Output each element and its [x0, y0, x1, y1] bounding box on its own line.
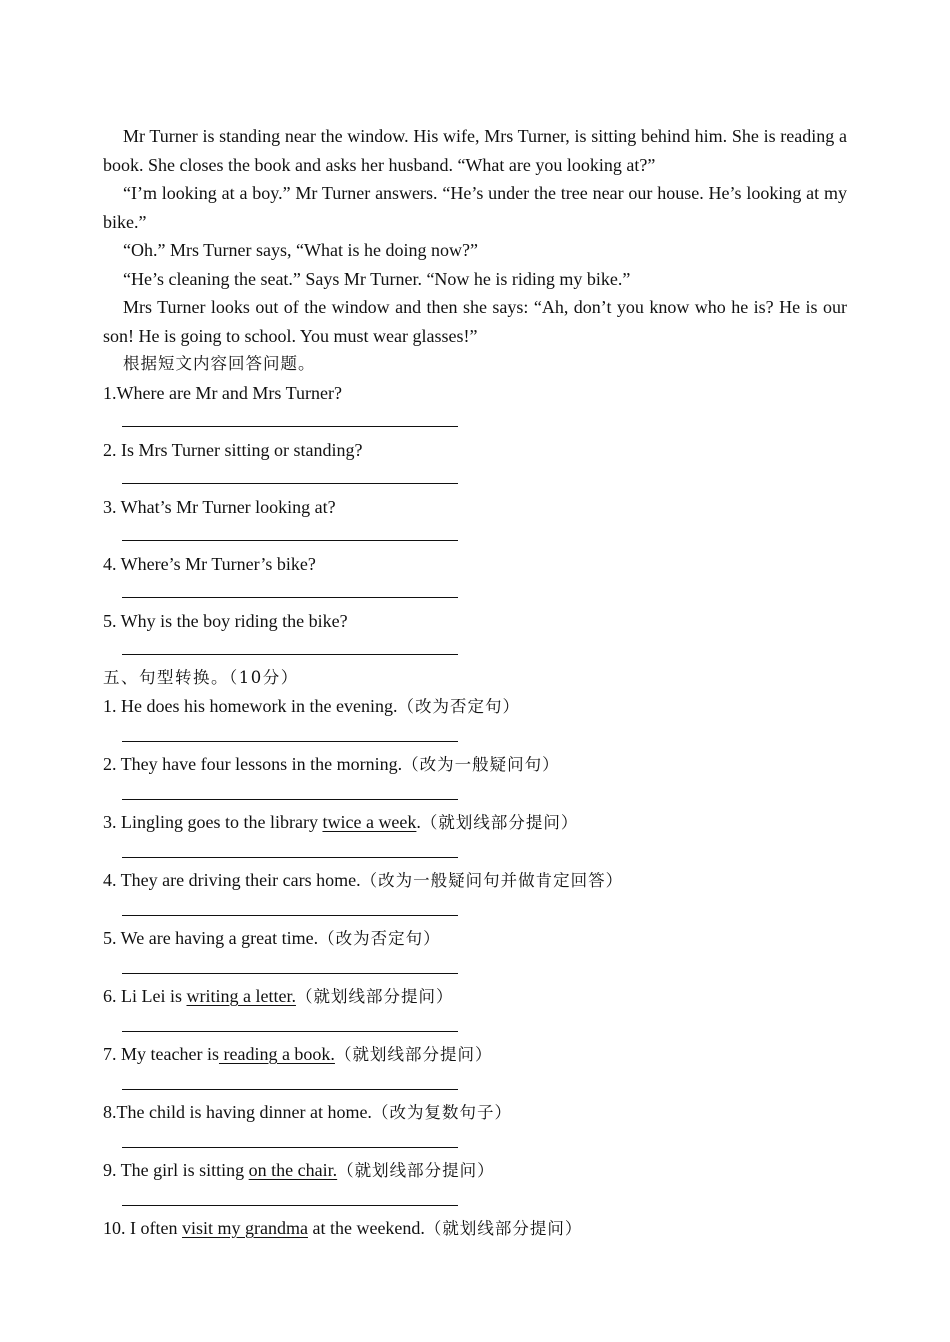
question-instruction: （就划线部分提问） [334, 1045, 493, 1064]
question-text [103, 1214, 847, 1244]
reading-question [103, 436, 847, 493]
reading-question [103, 607, 847, 664]
question-text-pre: 2. They have four lessons in the morning. [103, 754, 403, 774]
reading-question [103, 550, 847, 607]
answer-line[interactable] [103, 780, 847, 809]
question-text [103, 1098, 847, 1128]
reading-instruction: 根据短文内容回答问题。 [123, 354, 316, 373]
answer-line[interactable] [103, 635, 847, 664]
transform-question [103, 982, 847, 1040]
passage-paragraph: “Oh.” Mrs Turner says, “What is he doing now?” [123, 240, 478, 260]
passage-paragraph: “I’m looking at a boy.” Mr Turner answers. “He’s under the tree near our house. He’s looking at my bike.” [103, 183, 847, 232]
transform-question [103, 808, 847, 866]
question-text-pre: 9. The girl is sitting [103, 1160, 249, 1180]
transform-question [103, 692, 847, 750]
underlined-phrase: on the chair. [248, 1160, 338, 1180]
transform-question [103, 750, 847, 808]
question-text [103, 866, 847, 896]
question-text [103, 1040, 847, 1070]
section-title: 五、句型转换。（10分） [103, 667, 299, 687]
question-text [103, 808, 847, 838]
answer-line[interactable] [103, 1012, 847, 1041]
answer-line[interactable] [103, 407, 847, 436]
question-text-pre: 3. Lingling goes to the library [103, 812, 323, 832]
question-text-pre: 4. They are driving their cars home. [103, 870, 361, 890]
passage-paragraph: Mr Turner is standing near the window. His wife, Mrs Turner, is sitting behind him. She is reading a book. She closes the book and asks her husband. “What are you looking at?” [103, 126, 847, 175]
answer-line[interactable] [103, 722, 847, 751]
question-text-pre: 10. I often [103, 1218, 182, 1238]
question-text-pre: 8.The child is having dinner at home. [103, 1102, 372, 1122]
question-text-pre: 7. My teacher is [103, 1044, 219, 1064]
question-text [103, 1156, 847, 1186]
answer-line[interactable] [103, 1070, 847, 1099]
transform-question [103, 924, 847, 982]
question-text-post: . [416, 812, 421, 832]
question-instruction: （改为复数句子） [371, 1103, 512, 1122]
reading-question [103, 493, 847, 550]
underlined-phrase: writing a letter. [186, 986, 296, 1006]
answer-line[interactable] [103, 1186, 847, 1215]
transform-question [103, 1156, 847, 1214]
question-text-pre: 6. Li Lei is [103, 986, 187, 1006]
passage-paragraph: Mrs Turner looks out of the window and then she says: “Ah, don’t you know who he is? He is our son! He is going to school. You must wear glasses!” [103, 297, 847, 346]
question-instruction: （改为一般疑问句） [402, 755, 560, 774]
question-instruction: （改为一般疑问句并做肯定回答） [360, 871, 624, 890]
question-text [103, 924, 847, 954]
question-text-pre: 1. He does his homework in the evening. [103, 696, 398, 716]
underlined-phrase: twice a week [322, 812, 417, 832]
answer-line[interactable] [103, 838, 847, 867]
transform-question [103, 1040, 847, 1098]
answer-line[interactable] [103, 896, 847, 925]
question-text: 2. Is Mrs Turner sitting or standing? [103, 439, 363, 460]
question-text-pre: 5. We are having a great time. [103, 928, 319, 948]
answer-line[interactable] [103, 464, 847, 493]
transform-question [103, 1098, 847, 1156]
answer-line[interactable] [103, 954, 847, 983]
question-text: 4. Where’s Mr Turner’s bike? [103, 553, 316, 574]
question-text [103, 982, 847, 1012]
question-text [103, 750, 847, 780]
question-instruction: （就划线部分提问） [420, 813, 579, 832]
question-text: 3. What’s Mr Turner looking at? [103, 496, 336, 517]
transform-question [103, 1214, 847, 1244]
question-text: 1.Where are Mr and Mrs Turner? [103, 382, 342, 403]
question-text: 5. Why is the boy riding the bike? [103, 610, 348, 631]
answer-line[interactable] [103, 521, 847, 550]
underlined-phrase: reading a book. [218, 1044, 335, 1064]
passage-paragraph: “He’s cleaning the seat.” Says Mr Turner. “Now he is riding my bike.” [123, 268, 631, 289]
answer-line[interactable] [103, 578, 847, 607]
transform-question [103, 866, 847, 924]
question-instruction: （改为否定句） [397, 697, 520, 716]
reading-question [103, 379, 847, 436]
question-instruction: （改为否定句） [318, 929, 441, 948]
question-instruction: （就划线部分提问） [295, 987, 454, 1006]
worksheet-content [103, 122, 847, 1244]
question-text-post: at the weekend. [307, 1218, 425, 1238]
underlined-phrase: visit my grandma [181, 1218, 308, 1238]
answer-line[interactable] [103, 1128, 847, 1157]
question-text [103, 692, 847, 722]
question-instruction: （就划线部分提问） [337, 1161, 495, 1180]
question-instruction: （就划线部分提问） [424, 1219, 583, 1238]
